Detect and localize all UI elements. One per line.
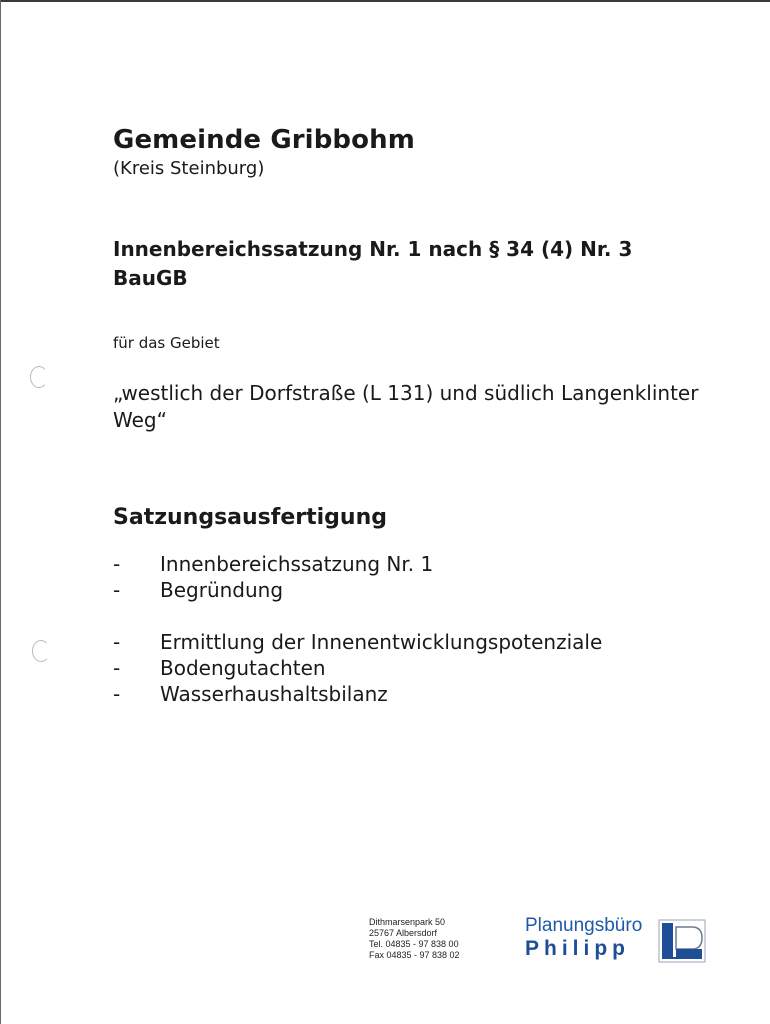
- list-bullet: -: [113, 682, 121, 706]
- area-description-line: „westlich der Dorfstraße (L 131) und südlich Langenklinter: [113, 381, 699, 405]
- address-line: Dithmarsenpark 50: [369, 917, 446, 927]
- section-heading: Satzungsausfertigung: [113, 505, 388, 530]
- punch-hole-icon: [32, 640, 50, 662]
- list-item-text: Ermittlung der Innenentwicklungspotenziale: [160, 630, 603, 654]
- area-description: [113, 380, 733, 434]
- list-item-text: Begründung: [160, 578, 284, 602]
- list-bullet: -: [113, 578, 121, 602]
- scan-edge-top: [0, 0, 770, 2]
- address-phone: Tel. 04835 - 97 838 00: [369, 939, 459, 949]
- for-area-label: für das Gebiet: [113, 334, 220, 352]
- municipality-title: Gemeinde Gribbohm: [113, 125, 415, 155]
- list-bullet: -: [113, 630, 121, 654]
- scan-edge-left: [0, 0, 1, 1024]
- office-address: [369, 917, 460, 961]
- address-fax: Fax 04835 - 97 838 02: [369, 950, 460, 960]
- punch-hole-icon: [30, 366, 48, 388]
- list-item-text: Wasserhaushaltsbilanz: [160, 682, 388, 706]
- statute-title: [113, 235, 713, 293]
- address-line: 25767 Albersdorf: [369, 928, 438, 938]
- list-bullet: -: [113, 552, 121, 576]
- statute-title-line: Innenbereichssatzung Nr. 1 nach § 34 (4) Nr. 3: [113, 237, 633, 261]
- logo-text-line1: Planungsbüro: [525, 915, 643, 936]
- area-description-line: Weg“: [113, 408, 167, 432]
- district-subtitle: (Kreis Steinburg): [113, 158, 265, 179]
- list-bullet: -: [113, 656, 121, 680]
- list-item-text: Bodengutachten: [160, 656, 326, 680]
- logo-text-line2: Philipp: [525, 937, 630, 960]
- list-item-text: Innenbereichssatzung Nr. 1: [160, 552, 434, 576]
- planungsbuero-logo: [522, 915, 712, 971]
- statute-title-line: BauGB: [113, 266, 188, 290]
- planungsbuero-logo-icon: [658, 919, 706, 963]
